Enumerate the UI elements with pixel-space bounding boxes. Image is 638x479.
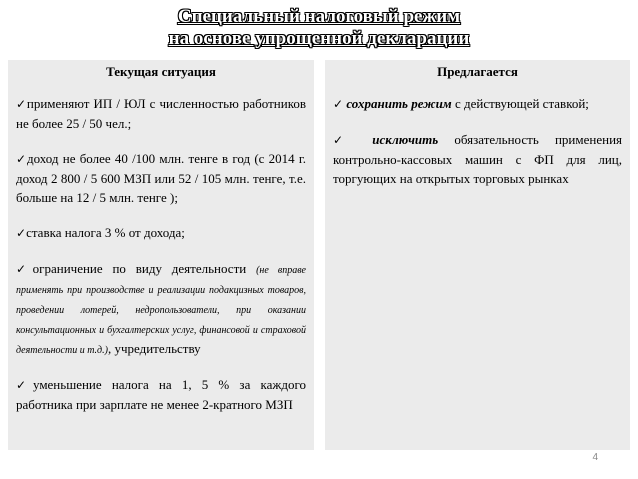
- list-item: [16, 149, 306, 207]
- title-line-2: на основе упрощенной декларации: [168, 28, 470, 49]
- list-item: [16, 259, 306, 359]
- check-icon: ✓: [16, 152, 28, 166]
- list-item: [333, 130, 622, 188]
- item-tail: , учредительству: [107, 341, 201, 356]
- item-lead: сохранить режим: [346, 96, 452, 111]
- item-text: ставка налога 3 % от дохода;: [26, 225, 185, 240]
- check-icon: ✓: [333, 133, 357, 147]
- check-icon: ✓: [333, 97, 344, 111]
- check-icon: ✓: [16, 378, 33, 392]
- slide-title: [0, 6, 638, 50]
- list-item: [16, 223, 306, 243]
- check-icon: ✓: [16, 226, 27, 240]
- item-text: уменьшение налога на 1, 5 % за каждого работника при зарплате не менее 2-кратного МЗП: [16, 377, 306, 412]
- check-icon: ✓: [16, 262, 33, 276]
- proposal-panel: [325, 60, 630, 450]
- list-item: [16, 375, 306, 414]
- item-text: обязательность применения контрольно-кассовых машин с ФП для лиц, торгующих на открытых торговых рынках: [333, 132, 622, 186]
- item-text: с действующей ставкой;: [451, 96, 589, 111]
- item-text: ограничение по виду деятельности: [32, 261, 247, 276]
- title-line-1: Специальный налоговый режим: [177, 6, 461, 27]
- list-item: [333, 94, 622, 114]
- proposal-header: Предлагается: [437, 64, 518, 79]
- item-lead: исключить: [372, 132, 439, 147]
- page-number: 4: [592, 452, 598, 463]
- item-note: (не вправе применять при производстве и реализации подакцизных товаров, проведении лотерей, недропользователи, при оказании консультационных и бухгалтерских услуг, финансовой и страховой деятельности и т.д.): [16, 265, 306, 356]
- item-text: применяют ИП / ЮЛ с численностью работников не более 25 / 50 чел.;: [16, 96, 306, 131]
- current-situation-panel: [8, 60, 314, 450]
- item-text: доход не более 40 /100 млн. тенге в год (с 2014 г. доход 2 800 / 5 600 МЗП или 52 / 105 млн. тенге, т.е. больше на 12 / 5 млн. тенге );: [16, 151, 306, 205]
- list-item: [16, 94, 306, 133]
- check-icon: ✓: [16, 97, 27, 111]
- current-situation-header: Текущая ситуация: [106, 64, 216, 79]
